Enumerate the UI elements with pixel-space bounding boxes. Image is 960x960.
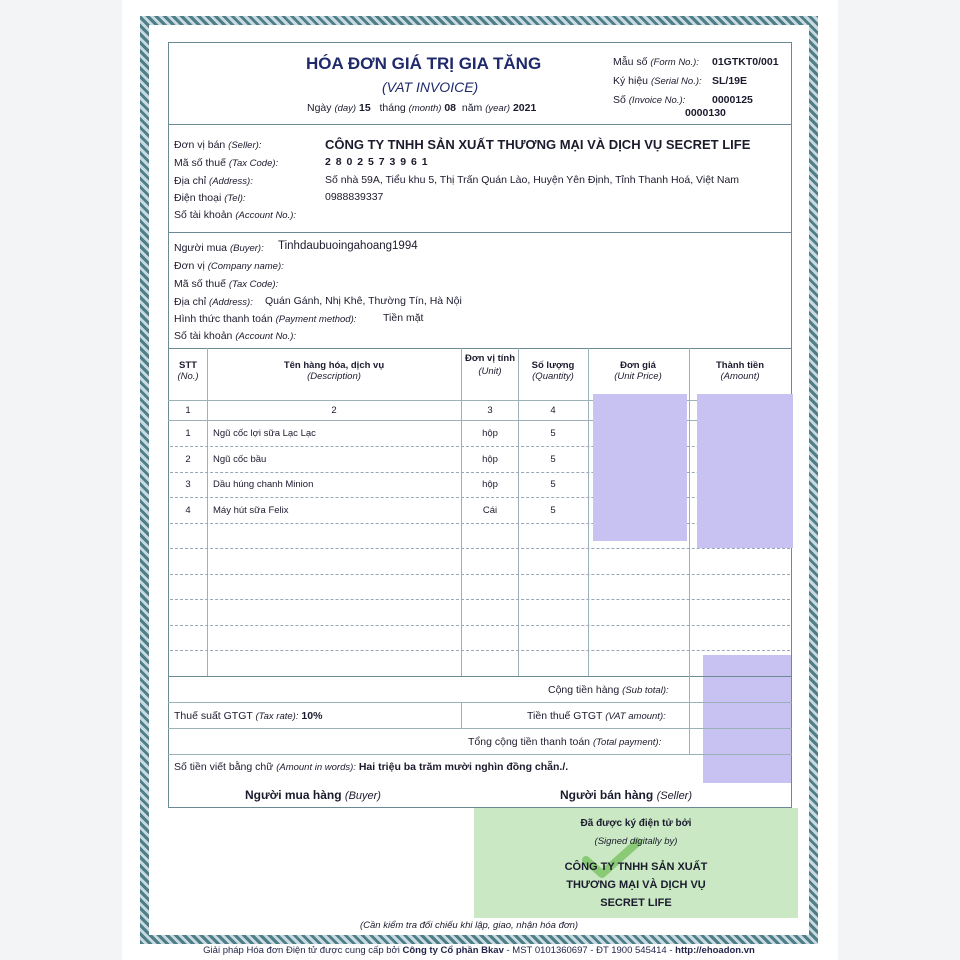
buyer-company-label: Đơn vị (Company name): [174, 260, 284, 272]
row-quantity: 5 [550, 505, 556, 516]
buyer-address: Quán Gánh, Nhị Khê, Thường Tín, Hà Nội [265, 295, 462, 307]
row-no: 3 [185, 479, 191, 490]
divider [168, 702, 792, 703]
provider-footer: Giải pháp Hóa đơn Điện tử được cung cấp bởi Công ty Cổ phần Bkav - MST 0101360697 - ĐT 1900 545414 - http://ehoadon.vn [203, 945, 755, 956]
col-divider [588, 348, 589, 676]
row-unit: hộp [482, 428, 498, 439]
index-cell: 1 [185, 405, 191, 416]
buyer-payment-label: Hình thức thanh toán (Payment method): [174, 313, 357, 325]
vat-amount-label: Tiền thuế GTGT (VAT amount): [527, 710, 666, 722]
divider [168, 728, 792, 729]
row-quantity: 5 [550, 428, 556, 439]
signer-line-3: SECRET LIFE [600, 897, 672, 909]
buyer-name: Tinhdaubuoingahoang1994 [278, 240, 418, 252]
invoice-date: Ngày (day) 15 tháng (month) 08 năm (year) 2021 [307, 102, 537, 114]
row-no: 4 [185, 505, 191, 516]
col-header-amount: Thành tiền (Amount) [715, 360, 765, 382]
invoice-no: 0000125 [712, 94, 753, 106]
seller-tel: 0988839337 [325, 191, 384, 203]
form-no: 01GTKT0/001 [712, 56, 779, 68]
row-description: Máy hút sữa Felix [213, 505, 289, 516]
row-quantity: 5 [550, 479, 556, 490]
divider [168, 124, 792, 125]
row-divider [170, 650, 790, 651]
row-divider [170, 574, 790, 575]
seller-tax-label: Mã số thuế (Tax Code): [174, 157, 279, 169]
seller-signature-label: Người bán hàng (Seller) [560, 788, 693, 802]
buyer-signature-label: Người mua hàng (Buyer) [245, 788, 381, 802]
col-header-unit: Đơn vị tính (Unit) [464, 353, 516, 377]
redacted-amounts [697, 394, 793, 548]
col-divider [207, 348, 208, 676]
row-divider [170, 599, 790, 600]
total-label: Tổng cộng tiền thanh toán (Total payment): [468, 736, 662, 748]
seller-name: CÔNG TY TNHH SẢN XUẤT THƯƠNG MẠI VÀ DỊCH VỤ SECRET LIFE [325, 137, 751, 152]
invoice-title: HÓA ĐƠN GIÁ TRỊ GIA TĂNG [306, 54, 542, 73]
divider [168, 232, 792, 233]
provider-link[interactable]: http://ehoadon.vn [675, 945, 755, 956]
col-header-no: STT (No.) [177, 360, 199, 382]
amount-in-words: Số tiền viết bằng chữ (Amount in words): Hai triệu ba trăm mười nghìn đồng chẵn./. [174, 761, 569, 773]
col-divider [689, 348, 690, 676]
col-header-description: Tên hàng hóa, dịch vụ (Description) [283, 360, 385, 382]
form-no-label: Mẫu số (Form No.): [613, 56, 699, 68]
seller-account-label: Số tài khoản (Account No.): [174, 209, 297, 221]
buyer-payment: Tiền mặt [383, 312, 424, 324]
col-divider [461, 702, 462, 728]
row-unit: Cái [482, 505, 498, 516]
signed-label: Đã được ký điện tử bởi [580, 818, 692, 829]
serial-no: SL/19E [712, 75, 748, 87]
row-no: 2 [185, 454, 191, 465]
vat-rate-label: Thuế suất GTGT (Tax rate): 10% [174, 710, 323, 722]
invoice-no-secondary: 0000130 [685, 107, 726, 119]
divider [168, 348, 792, 349]
seller-name-label: Đơn vị bán (Seller): [174, 139, 262, 151]
row-divider [170, 625, 790, 626]
row-description: Ngũ cốc lợi sữa Lạc Lạc [213, 428, 316, 439]
redacted-unit-prices [593, 394, 687, 541]
col-divider [689, 676, 690, 754]
redacted-totals [703, 655, 791, 783]
row-unit: hộp [482, 454, 498, 465]
index-cell: 3 [487, 405, 493, 416]
verification-note: (Cần kiểm tra đối chiếu khi lập, giao, nhận hóa đơn) [360, 920, 579, 931]
row-unit: hộp [482, 479, 498, 490]
seller-address-label: Địa chỉ (Address): [174, 175, 253, 187]
divider [168, 754, 792, 755]
row-description: Ngũ cốc bầu [213, 454, 267, 465]
row-description: Dầu húng chanh Minion [213, 479, 314, 490]
buyer-address-label: Địa chỉ (Address): [174, 296, 253, 308]
invoice-no-label: Số (Invoice No.): [613, 94, 686, 106]
row-quantity: 5 [550, 454, 556, 465]
subtotal-label: Cộng tiền hàng (Sub total): [548, 684, 669, 696]
buyer-account-label: Số tài khoản (Account No.): [174, 330, 297, 342]
signer-line-2: THƯƠNG MẠI VÀ DỊCH VỤ [566, 879, 706, 891]
signer-line-1: CÔNG TY TNHH SẢN XUẤT [564, 861, 708, 873]
seller-address: Số nhà 59A, Tiểu khu 5, Thị Trấn Quán Lào, Huyện Yên Định, Tỉnh Thanh Hoá, Việt Nam [325, 174, 740, 186]
serial-no-label: Ký hiệu (Serial No.): [613, 75, 702, 87]
seller-tax-code: 2 8 0 2 5 7 3 9 6 1 [325, 156, 429, 168]
seller-tel-label: Điện thoại (Tel): [174, 192, 246, 204]
index-cell: 2 [331, 405, 337, 416]
divider [168, 676, 792, 677]
col-header-quantity: Số lượng (Quantity) [531, 360, 575, 382]
row-divider [170, 548, 790, 549]
buyer-tax-label: Mã số thuế (Tax Code): [174, 278, 279, 290]
col-header-unit-price: Đơn giá (Unit Price) [614, 360, 662, 382]
index-cell: 4 [550, 405, 556, 416]
signed-en: (Signed digitally by) [594, 836, 678, 847]
buyer-label: Người mua (Buyer): [174, 242, 264, 254]
row-no: 1 [185, 428, 191, 439]
invoice-subtitle: (VAT INVOICE) [382, 79, 479, 95]
